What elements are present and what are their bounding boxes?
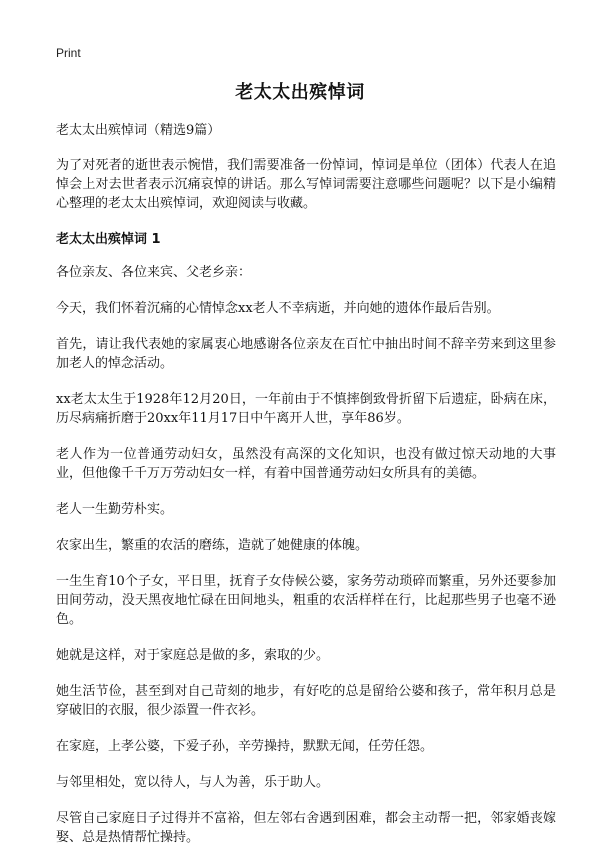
document-body [56, 121, 556, 864]
body-paragraph: 她生活节俭，甚至到对自己苛刻的地步，有好吃的总是留给公婆和孩子，常年积月总是穿破旧的衣服，很少添置一件衣衫。 [56, 684, 556, 718]
page-title: 老太太出殡悼词 [235, 82, 365, 103]
body-paragraph: 她就是这样，对于家庭总是做的多，索取的少。 [56, 648, 330, 663]
section-heading: 老太太出殡悼词 1 [56, 232, 161, 247]
body-paragraph: 今天，我们怀着沉痛的心情悼念xx老人不幸病逝，并向她的遗体作最后告别。 [56, 301, 500, 316]
body-paragraph: 在家庭，上孝公婆，下爱子孙，辛劳操持，默默无闻，任劳任怨。 [56, 739, 434, 754]
body-paragraph: 一生生育10个子女，平日里，抚育子女侍候公婆，家务劳动琐碎而繁重，另外还要参加田间劳动，没天黑夜地忙碌在田间地头，粗重的农活样样在行，比起那些男子也毫不逊色。 [56, 574, 556, 627]
body-paragraph: 老人一生勤劳朴实。 [56, 502, 174, 517]
body-paragraph: 与邻里相处，宽以待人，与人为善，乐于助人。 [56, 775, 330, 790]
body-paragraph: 首先，请让我代表她的家属衷心地感谢各位亲友在百忙中抽出时间不辞辛劳来到这里参加老人的悼念活动。 [56, 337, 556, 371]
body-paragraph: xx老太太生于1928年12月20日，一年前由于不慎摔倒致骨折留下后遗症，卧病在床，历尽病痛折磨于20xx年11月17日中午离开人世，享年86岁。 [56, 392, 556, 426]
body-paragraph: 农家出生，繁重的农活的磨练，造就了她健康的体魄。 [56, 538, 369, 553]
intro-paragraph: 为了对死者的逝世表示惋惜，我们需要准备一份悼词，悼词是单位（团体）代表人在追悼会上对去世者表示沉痛哀悼的讲话。那么写悼词需要注意哪些问题呢？以下是小编精心整理的老太太出殡悼词，欢迎阅读与收藏。 [56, 158, 556, 211]
print-label: Print [56, 46, 81, 60]
body-paragraph: 尽管自己家庭日子过得并不富裕，但左邻右舍遇到困难，都会主动帮一把，邻家婚丧嫁娶、总是热情帮忙操持。 [56, 811, 556, 845]
body-paragraph: 各位亲友、各位来宾、父老乡亲： [56, 265, 252, 280]
document-subtitle: 老太太出殡悼词（精选9篇） [56, 123, 221, 138]
body-paragraph: 老人作为一位普通劳动妇女，虽然没有高深的文化知识，也没有做过惊天动地的大事业，但他像千千万万劳动妇女一样，有着中国普通劳动妇女所具有的美德。 [56, 447, 556, 481]
